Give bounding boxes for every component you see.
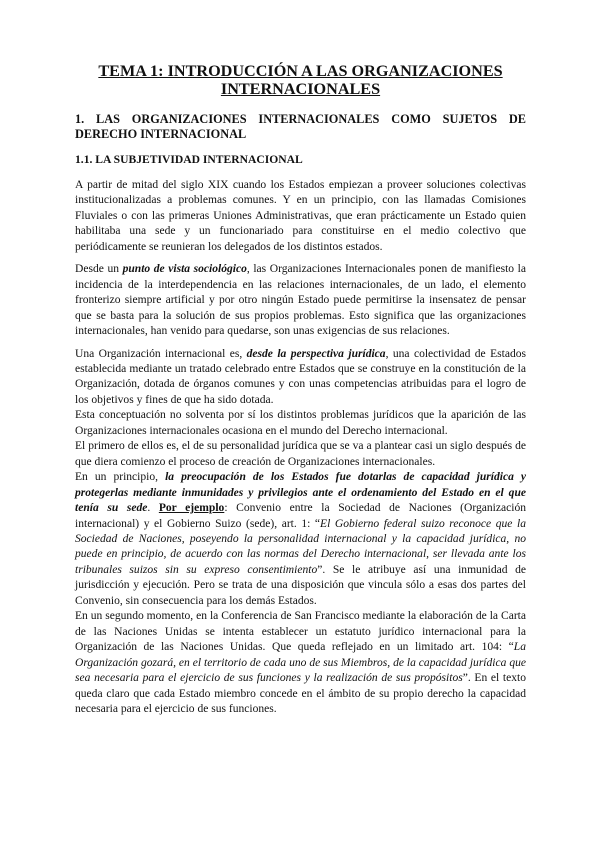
paragraph-5: El primero de ellos es, el de su personalidad jurídica que se va a plantear casi un siglo después de que diera comienzo el proceso de creación de Organizaciones internacionales. — [75, 440, 526, 468]
paragraph-6-text-a: En un principio, — [75, 471, 166, 484]
section-heading: 1. LAS ORGANIZACIONES INTERNACIONALES COMO SUJETOS DE DERECHO INTERNACIONAL — [75, 112, 526, 141]
paragraph-7-quote: La Organización gozará, en el territorio de cada uno de sus Miembros, de la capacidad jurídica que sea necesaria para el ejercicio de sus funciones y la realización de sus propósitos — [75, 641, 526, 685]
paragraph-7-text-a: En un segundo momento, en la Conferencia de San Francisco mediante la elaboración de la Carta de las Naciones Unidas se intenta establecer un estatuto jurídico internacional para la Organización de las Naciones Unidas. Que queda reflejado en un limitado art. 104: “ — [75, 610, 526, 654]
paragraph-2-text-a: Desde un — [75, 263, 123, 276]
paragraph-7-text-c: ”. En el texto queda claro que cada Estado miembro concede en el ámbito de su propio derecho la capacidad necesaria para el ejercicio de sus funciones. — [75, 672, 527, 715]
paragraph-6-text-c: . — [147, 502, 159, 515]
paragraph-3-text-c: , una colectividad de Estados establecida mediante un tratado celebrado entre Estados que se construye en la constitución de la Organización, dotada de órganos comunes y con unas competencias atribuidas para el logro de los objetivos y fines de que ha sido dotada. — [75, 347, 527, 406]
paragraph-6-text-g: ”. Se le atribuye así una inmunidad de jurisdicción y ejecución. Pero se trata de una disposición que vincula sólo a esas dos partes del Convenio, sin consecuencia para los demás Estados. — [75, 563, 526, 607]
paragraph-6 — [75, 470, 526, 609]
paragraph-7 — [75, 609, 526, 717]
paragraph-2-emphasis: punto de vista sociológico — [122, 263, 247, 276]
paragraph-4: Esta conceptuación no solventa por sí los distintos problemas jurídicos que la aparición de las Organizaciones internacionales ocasiona en el mundo del Derecho internacional. — [75, 409, 526, 437]
document-title: TEMA 1: INTRODUCCIÓN A LAS ORGANIZACIONES INTERNACIONALES — [98, 62, 503, 98]
paragraph-6-text-e: : Convenio entre la Sociedad de Naciones (Organización internacional) y el Gobierno Suizo (sede), art. 1: “ — [75, 502, 526, 530]
paragraph-3-text-a: Una Organización internacional es, — [75, 347, 247, 360]
paragraph-3-emphasis: desde la perspectiva jurídica — [246, 347, 386, 360]
example-label: Por ejemplo — [158, 502, 225, 515]
paragraph-2 — [75, 262, 526, 339]
subsection-heading: 1.1. LA SUBJETIVIDAD INTERNACIONAL — [75, 153, 303, 166]
paragraph-6-emphasis: la preocupación de los Estados fue dotarlas de capacidad jurídica y protegerlas mediante inmunidades y privilegios ante el ordenamiento del Estado en el que tenía su sede — [75, 471, 527, 515]
paragraph-2-text-c: , las Organizaciones Internacionales ponen de manifiesto la incidencia de la interdependencia en las relaciones internacionales, de un lado, el elemento fronterizo siempre artificial y por otro ningún Estado puede permitirse la insensatez de pensar que se basta para la solución de sus propios problemas. Esto significa que las organizaciones internacionales, han venido para quedarse, son unas exigencias de sus relaciones. — [75, 263, 526, 338]
paragraph-3 — [75, 347, 526, 409]
paragraph-1: A partir de mitad del siglo XIX cuando los Estados empiezan a proveer soluciones colectivas institucionalizadas a problemas comunes. Y en un principio, con las llamadas Comisiones Fluviales o con las primeras Uniones Administrativas, que eran prácticamente un Estado quien habilitaba una sede y un funcionariado para constituirse en el medio colectivo que periódicamente se reunieran los delegados de los distintos estados. — [75, 179, 526, 253]
document-page — [75, 62, 526, 717]
paragraph-6-quote: El Gobierno federal suizo reconoce que la Sociedad de Naciones, poseyendo la personalidad internacional y la capacidad jurídica, no puede en principio, de acuerdo con las normas del Derecho internacional, ser llevada ante los tribunales suizos sin su expreso consentimiento — [75, 517, 526, 576]
